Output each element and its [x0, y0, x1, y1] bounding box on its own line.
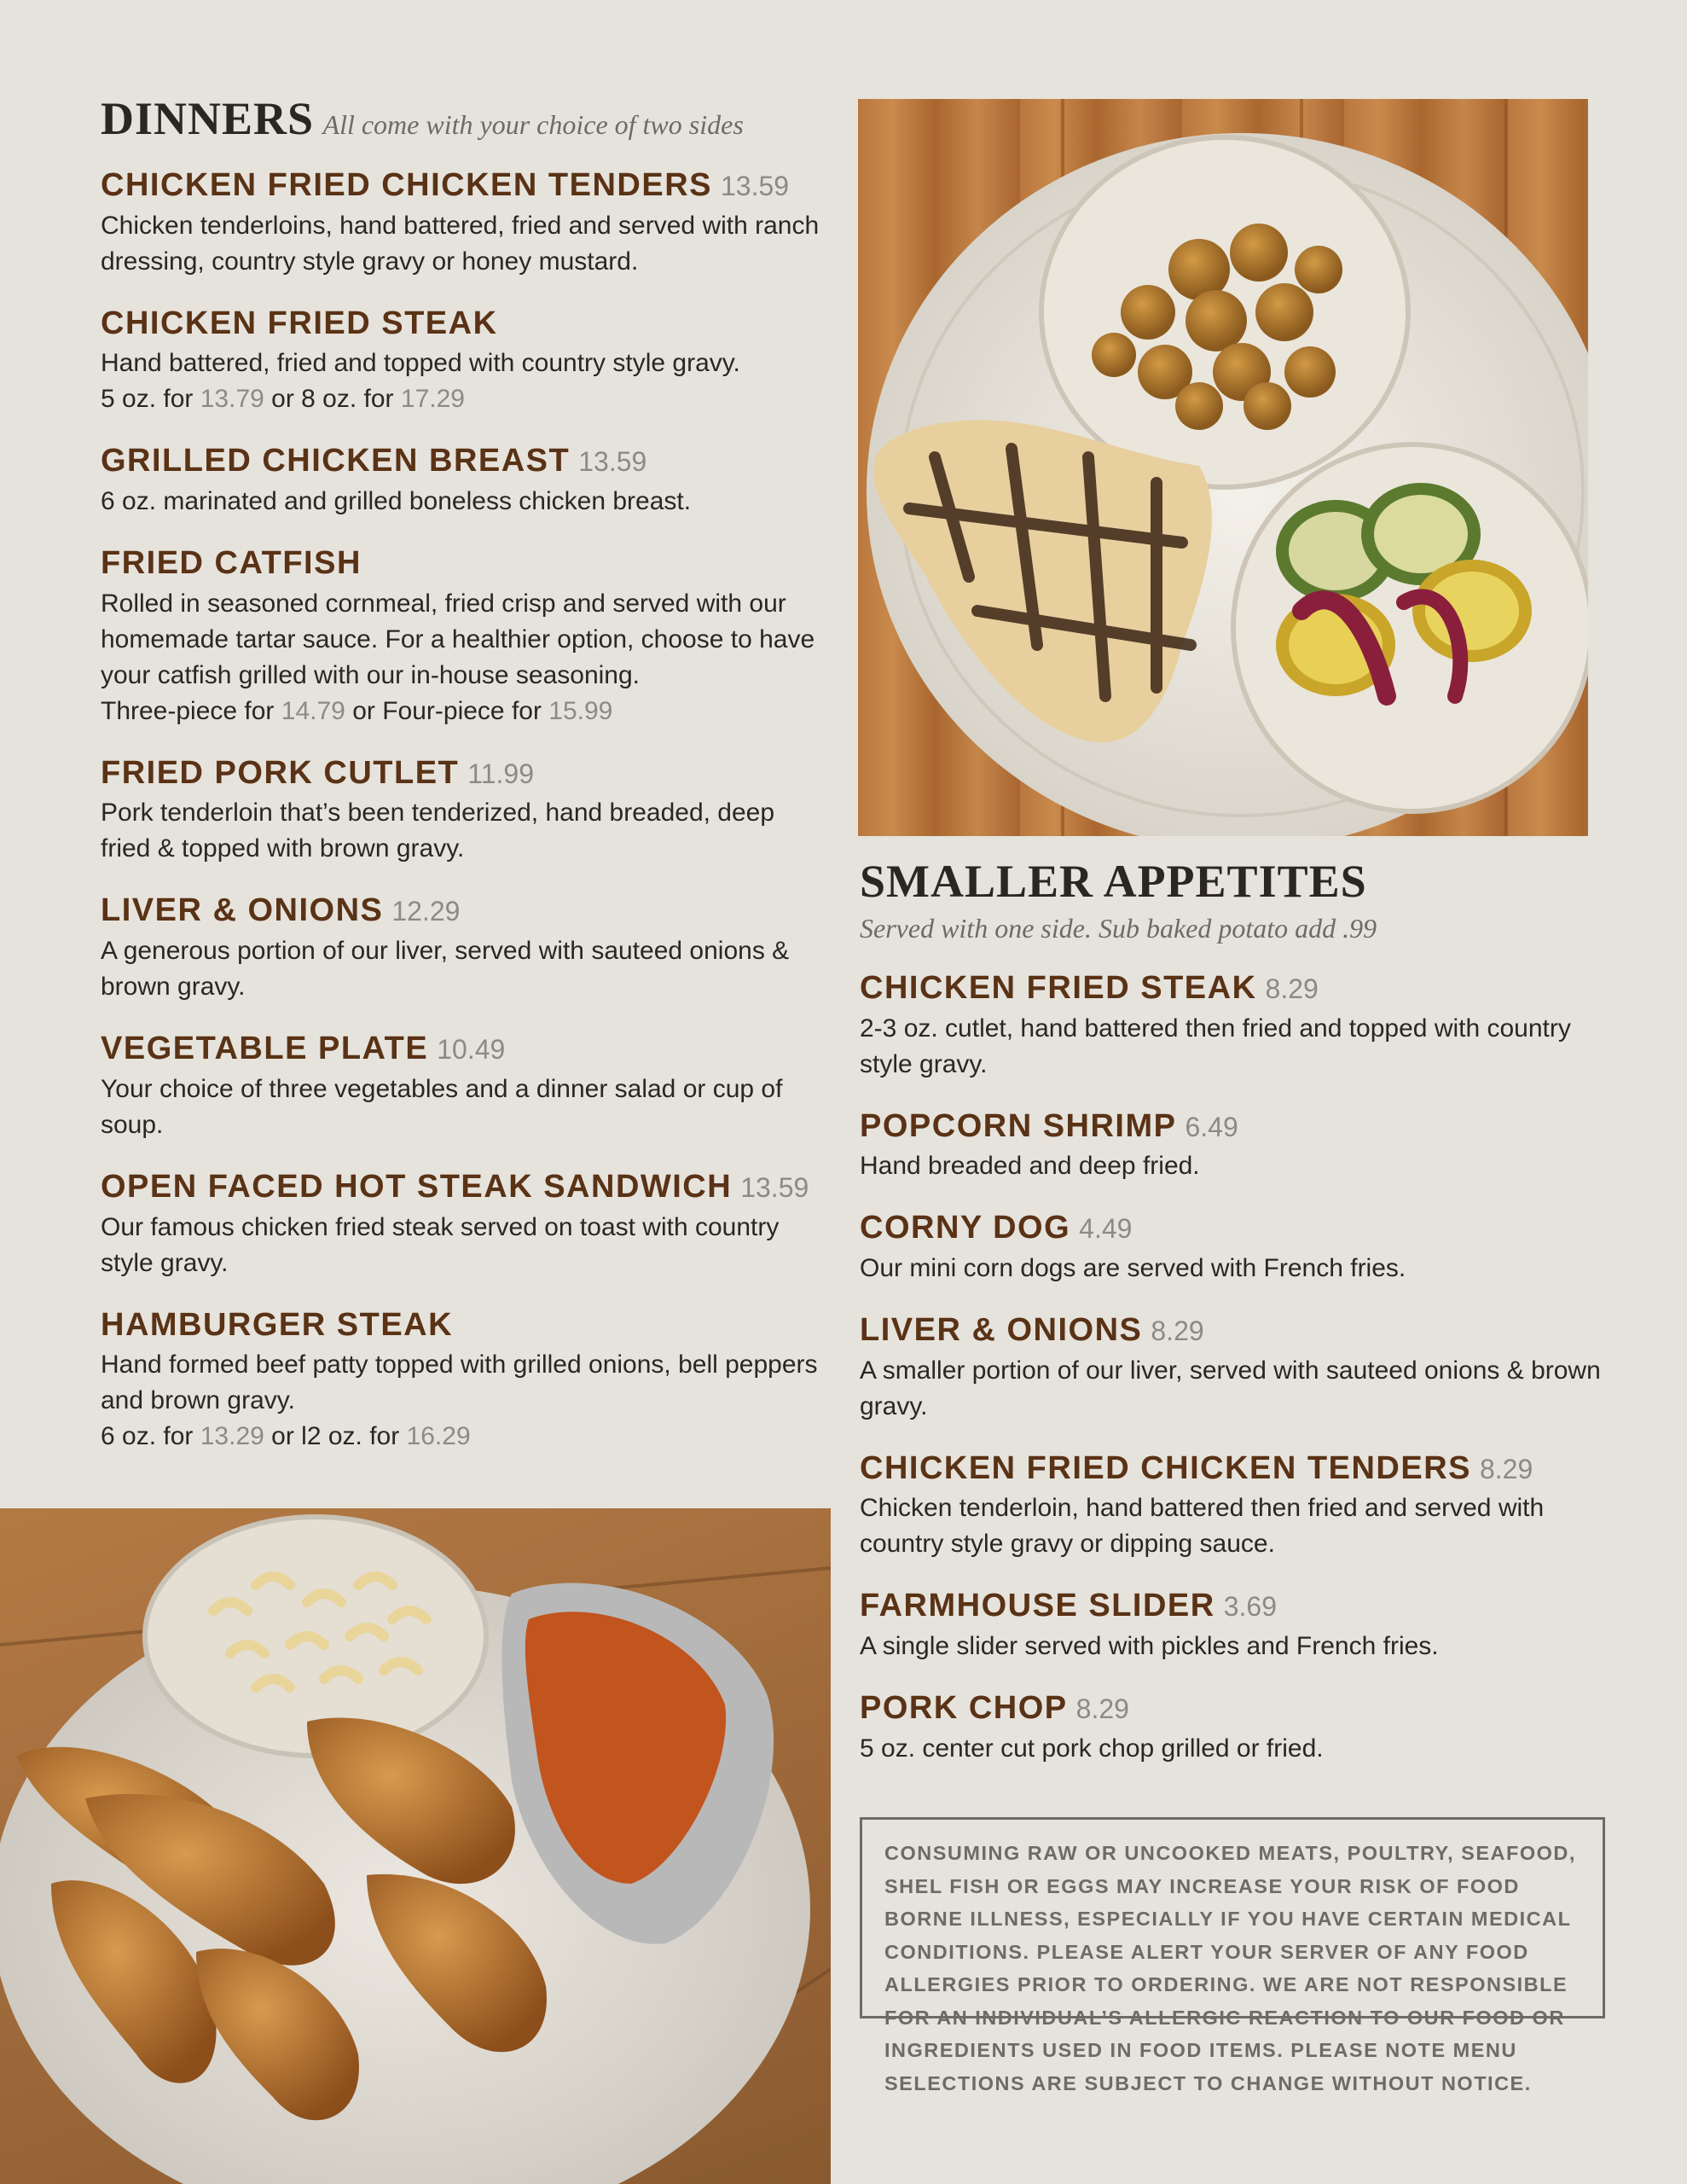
- dinners-list: [101, 167, 831, 1455]
- menu-item-name: CORNY DOG: [860, 1210, 1071, 1246]
- menu-item: [860, 1450, 1610, 1563]
- menu-item-header: [101, 167, 831, 205]
- menu-item-header: [101, 305, 831, 343]
- menu-item-description-text: Chicken tenderloins, hand battered, fried and served with ranch dressing, country style gravy or honey mustard.: [101, 211, 820, 276]
- menu-item-description-text: 5 oz. center cut pork chop grilled or fried.: [860, 1734, 1324, 1763]
- menu-item-description-text: A generous portion of our liver, served with sauteed onions & brown gravy.: [101, 937, 790, 1002]
- menu-item-description: [101, 484, 831, 520]
- size-option-price: 15.99: [548, 696, 613, 725]
- menu-item: [101, 755, 831, 868]
- menu-item: [860, 1690, 1610, 1767]
- menu-item-name: CHICKEN FRIED STEAK: [860, 970, 1257, 1006]
- menu-item: [101, 443, 831, 520]
- size-option-label: 5 oz. for: [101, 385, 194, 414]
- menu-item-price: 6.49: [1185, 1111, 1238, 1142]
- menu-item-description-text: 6 oz. marinated and grilled boneless chicken breast.: [101, 487, 692, 516]
- menu-item: [101, 305, 831, 418]
- menu-item-price: 12.29: [391, 896, 461, 927]
- menu-item-header: [860, 1450, 1610, 1488]
- menu-item-description: [860, 1490, 1610, 1562]
- menu-item: [101, 1031, 831, 1143]
- menu-item-header: [101, 1307, 831, 1345]
- menu-item-price: 11.99: [467, 758, 534, 789]
- menu-item: [101, 545, 831, 729]
- menu-item-description-text: Pork tenderloin that’s been tenderized, hand breaded, deep fried & topped with brown gravy.: [101, 799, 775, 863]
- size-option-price: 14.79: [281, 696, 345, 725]
- menu-item-name: CHICKEN FRIED STEAK: [101, 305, 498, 341]
- menu-item-description-text: Hand battered, fried and topped with country style gravy.: [101, 349, 740, 378]
- size-option-label: Three-piece for: [101, 696, 275, 725]
- menu-item-name: FARMHOUSE SLIDER: [860, 1588, 1215, 1624]
- menu-item: [101, 167, 831, 280]
- menu-item-description-text: Our mini corn dogs are served with French fries.: [860, 1254, 1406, 1283]
- menu-item-header: [860, 1312, 1610, 1350]
- menu-item-description: [860, 1731, 1610, 1767]
- menu-item-name: HAMBURGER STEAK: [101, 1306, 454, 1343]
- grilled-chicken-plate-photo: [858, 99, 1588, 836]
- menu-item-description: [101, 1210, 831, 1281]
- menu-item-name: CHICKEN FRIED CHICKEN TENDERS: [860, 1449, 1471, 1486]
- menu-item-price: 13.59: [578, 446, 647, 478]
- menu-item-description: [860, 1011, 1610, 1083]
- menu-item-description: [101, 795, 831, 867]
- menu-item-description: [101, 346, 831, 417]
- smaller-appetites-subtitle: Served with one side. Sub baked potato add .99: [860, 913, 1377, 944]
- menu-item-header: [101, 545, 831, 583]
- menu-item-name: FRIED CATFISH: [101, 545, 362, 582]
- menu-item: [860, 970, 1610, 1083]
- dinners-section: [101, 93, 831, 1455]
- menu-item-header: [860, 1690, 1610, 1728]
- menu-item-name: OPEN FACED HOT STEAK SANDWICH: [101, 1168, 733, 1205]
- menu-item: [101, 1169, 831, 1281]
- size-option-label: or Four-piece for: [352, 696, 542, 725]
- menu-item-name: PORK CHOP: [860, 1690, 1068, 1727]
- menu-item-name: GRILLED CHICKEN BREAST: [101, 443, 571, 479]
- menu-item-description: [860, 1353, 1610, 1425]
- menu-item-description: [860, 1629, 1610, 1664]
- menu-item-name: LIVER & ONIONS: [101, 892, 384, 929]
- dinners-header: [101, 93, 831, 144]
- menu-item: [860, 1312, 1610, 1425]
- menu-item-description-text: Our famous chicken fried steak served on toast with country style gravy.: [101, 1212, 780, 1277]
- smaller-appetites-title: SMALLER APPETITES: [860, 856, 1367, 907]
- menu-item: [101, 892, 831, 1005]
- menu-item: [860, 1210, 1610, 1287]
- menu-item-price: 8.29: [1075, 1693, 1129, 1725]
- menu-item-description-text: Rolled in seasoned cornmeal, fried crisp and served with our homemade tartar sauce. For a healthier option, choose to have your catfish grilled with our in-house seasoning.: [101, 589, 815, 689]
- menu-item-name: VEGETABLE PLATE: [101, 1031, 429, 1067]
- dinners-title: DINNERS: [101, 93, 315, 144]
- menu-item-price: 8.29: [1265, 973, 1319, 1004]
- plate-illustration: [858, 99, 1588, 836]
- menu-item-price: 13.59: [740, 1171, 809, 1203]
- size-option-label: or 8 oz. for: [271, 385, 394, 414]
- menu-item: [860, 1588, 1610, 1664]
- size-option-price: 13.29: [200, 1422, 264, 1451]
- menu-item-description: [860, 1251, 1610, 1287]
- menu-item-price: 13.59: [720, 171, 790, 201]
- menu-item-description: [101, 1072, 831, 1143]
- size-option-label: 6 oz. for: [101, 1422, 194, 1451]
- menu-item-description: [101, 208, 831, 280]
- menu-item-description: [101, 933, 831, 1005]
- size-option-price: 17.29: [400, 385, 465, 414]
- dinners-subtitle: All come with your choice of two sides: [322, 109, 744, 140]
- menu-item-price: 8.29: [1151, 1316, 1204, 1347]
- menu-item-header: [860, 1210, 1610, 1247]
- menu-item-header: [101, 1169, 831, 1206]
- menu-item-size-options: [101, 1419, 831, 1455]
- menu-item-header: [860, 1588, 1610, 1625]
- menu-item-description: [860, 1148, 1610, 1184]
- menu-item-header: [860, 970, 1610, 1008]
- size-option-price: 16.29: [406, 1422, 471, 1451]
- menu-item-name: POPCORN SHRIMP: [860, 1107, 1177, 1144]
- menu-item-price: 8.29: [1479, 1453, 1533, 1484]
- chicken-tenders-plate-photo: [0, 1508, 831, 2184]
- menu-item-description-text: Hand breaded and deep fried.: [860, 1152, 1200, 1181]
- menu-item: [101, 1307, 831, 1455]
- menu-item-size-options: [101, 381, 831, 417]
- menu-item-price: 3.69: [1223, 1591, 1277, 1623]
- menu-item-name: LIVER & ONIONS: [860, 1312, 1143, 1349]
- menu-item-description: [101, 586, 831, 729]
- menu-item-header: [101, 755, 831, 793]
- smaller-appetites-list: [860, 970, 1610, 1767]
- menu-item-header: [860, 1108, 1610, 1146]
- food-safety-notice: CONSUMING RAW OR UNCOOKED MEATS, POULTRY, SEAFOOD, SHEL FISH OR EGGS MAY INCREASE YOUR RISK OF FOOD BORNE ILLNESS, ESPECIALLY IF YOU HAVE CERTAIN MEDICAL CONDITIONS. PLEASE ALERT YOUR SERVER OF ANY FOOD ALLERGIES PRIOR TO ORDERING. WE ARE NOT RESPONSIBLE FOR AN INDIVIDUAL’S ALLERGIC REACTION TO OUR FOOD OR INGREDIENTS USED IN FOOD ITEMS. PLEASE NOTE MENU SELECTIONS ARE SUBJECT TO CHANGE WITHOUT NOTICE.: [860, 1817, 1605, 2018]
- menu-item-price: 10.49: [437, 1034, 506, 1066]
- menu-item-header: [101, 443, 831, 480]
- menu-item-name: FRIED PORK CUTLET: [101, 754, 460, 791]
- menu-item-description-text: A single slider served with pickles and French fries.: [860, 1632, 1439, 1661]
- menu-item: [860, 1108, 1610, 1185]
- tenders-illustration: [0, 1508, 831, 2184]
- menu-item-description-text: 2-3 oz. cutlet, hand battered then fried and topped with country style gravy.: [860, 1014, 1571, 1078]
- menu-item-description-text: Chicken tenderloin, hand battered then fried and served with country style gravy or dipping sauce.: [860, 1494, 1545, 1559]
- menu-item-header: [101, 892, 831, 930]
- menu-item-price: 4.49: [1079, 1213, 1133, 1245]
- menu-item-description-text: Hand formed beef patty topped with grilled onions, bell peppers and brown gravy.: [101, 1350, 818, 1415]
- menu-item-header: [101, 1031, 831, 1068]
- menu-item-description: [101, 1347, 831, 1455]
- size-option-label: or l2 oz. for: [271, 1422, 400, 1451]
- menu-item-description-text: A smaller portion of our liver, served with sauteed onions & brown gravy.: [860, 1356, 1601, 1420]
- menu-item-description-text: Your choice of three vegetables and a dinner salad or cup of soup.: [101, 1074, 783, 1139]
- menu-item-name: CHICKEN FRIED CHICKEN TENDERS: [101, 167, 712, 203]
- menu-item-size-options: [101, 694, 831, 729]
- smaller-appetites-section: [860, 858, 1610, 1767]
- size-option-price: 13.79: [200, 385, 264, 414]
